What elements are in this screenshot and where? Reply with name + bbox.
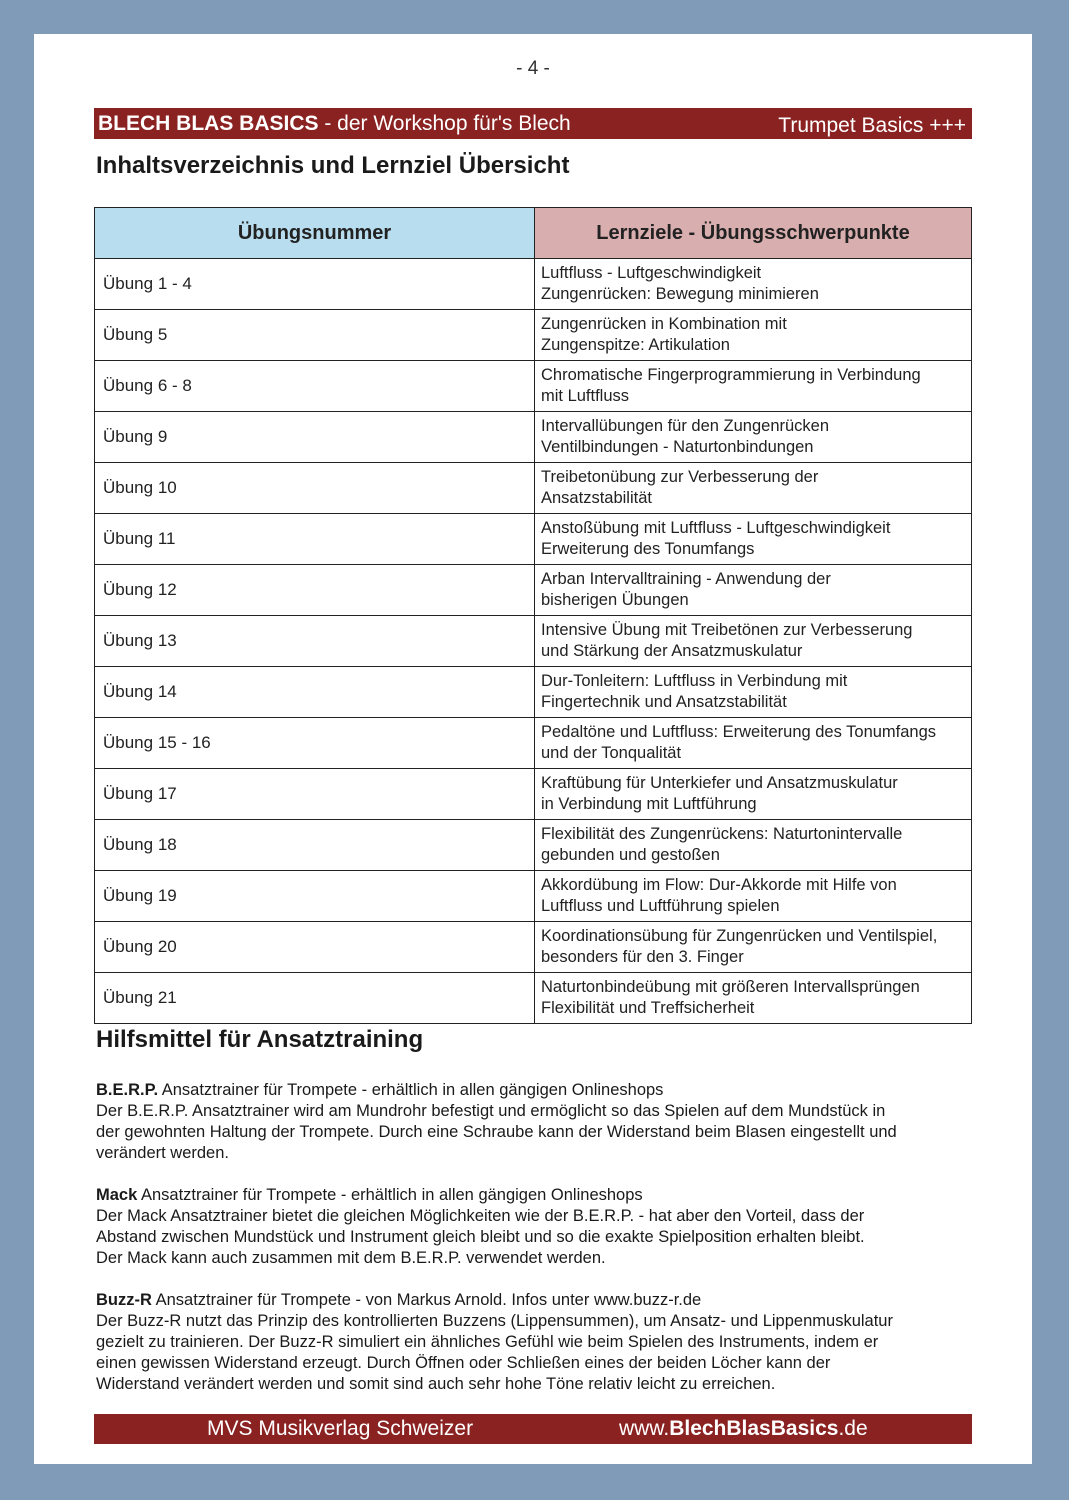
exercise-number: Übung 12 [95,565,535,616]
exercise-number: Übung 13 [95,616,535,667]
learning-goal [535,463,972,514]
table-row [95,820,972,871]
goal-line: Ventilbindungen - Naturtonbindungen [541,438,814,456]
page-number: - 4 - [516,58,550,79]
goal-line: Treibetonübung zur Verbesserung der [541,468,819,486]
goal-line: Zungenrücken in Kombination mit [541,315,787,333]
goal-line: gebunden und gestoßen [541,846,720,864]
goal-line: Zungenrücken: Bewegung minimieren [541,285,819,303]
aid-intro: Ansatztrainer für Trompete - von Markus Arnold. Infos unter www.buzz-r.de [151,1291,702,1309]
document-page [34,34,1032,1464]
aid-text-line: der gewohnten Haltung der Trompete. Durch eine Schraube kann der Widerstand beim Blasen eingestellt und [96,1123,897,1141]
table-row [95,514,972,565]
header-title [98,112,571,136]
aid-name: Buzz-R [96,1291,152,1309]
learning-goal [535,973,972,1024]
col-header-number: Übungsnummer [95,208,535,259]
table-row [95,412,972,463]
learning-goal [535,412,972,463]
table-row [95,463,972,514]
exercise-number: Übung 5 [95,310,535,361]
aid-text-line: einen gewissen Widerstand erzeugt. Durch Öffnen oder Schließen eines der beiden Löcher kann der [96,1354,831,1372]
goal-line: Erweiterung des Tonumfangs [541,540,755,558]
aid-text-line: Der Buzz-R nutzt das Prinzip des kontrollierten Buzzens (Lippensummen), um Ansatz- und Lippenmuskulatur [96,1312,893,1330]
aid-heading [96,1290,974,1311]
goal-line: bisherigen Übungen [541,591,689,609]
exercise-number: Übung 1 - 4 [95,259,535,310]
goal-line: Arban Intervalltraining - Anwendung der [541,570,831,588]
goal-line: Naturtonbindeübung mit größeren Intervallsprüngen [541,978,920,996]
footer-url-suffix: .de [838,1417,868,1440]
goal-line: Chromatische Fingerprogrammierung in Verbindung [541,366,921,384]
aid-text-line: Widerstand verändert werden und somit sind auch sehr hohe Töne relativ leicht zu erreichen. [96,1375,776,1393]
table-row [95,769,972,820]
table-row [95,973,972,1024]
learning-goal [535,922,972,973]
goal-line: Pedaltöne und Luftfluss: Erweiterung des Tonumfangs [541,723,937,741]
table-row [95,310,972,361]
exercise-number: Übung 10 [95,463,535,514]
table-row [95,871,972,922]
goal-line: Flexibilität des Zungenrückens: Naturtonintervalle [541,825,903,843]
header-brand: BLECH BLAS BASICS [98,111,319,135]
aid-text-line: Der Mack Ansatztrainer bietet die gleichen Möglichkeiten wie der B.E.R.P. - hat aber den Vorteil, dass der [96,1207,865,1225]
col-header-goals: Lernziele - Übungsschwerpunkte [535,208,972,259]
goal-line: Luftfluss - Luftgeschwindigkeit [541,264,762,282]
aid-text-line: verändert werden. [96,1144,229,1162]
goal-line: Ansatzstabilität [541,489,652,507]
aid-heading [96,1080,974,1101]
exercise-number: Übung 17 [95,769,535,820]
footer-url [619,1417,868,1441]
goal-line: in Verbindung mit Luftführung [541,795,757,813]
goal-line: Luftfluss und Luftführung spielen [541,897,780,915]
aids-section [96,1080,974,1416]
exercise-number: Übung 15 - 16 [95,718,535,769]
goal-line: mit Luftfluss [541,387,630,405]
aid-entry [96,1290,974,1395]
table-row [95,616,972,667]
goal-line: besonders für den 3. Finger [541,948,744,966]
goal-line: Dur-Tonleitern: Luftfluss in Verbindung mit [541,672,848,690]
aid-text-line: Der B.E.R.P. Ansatztrainer wird am Mundrohr befestigt und ermöglicht so das Spielen auf dem Mundstück in [96,1102,886,1120]
exercise-number: Übung 9 [95,412,535,463]
exercise-number: Übung 11 [95,514,535,565]
aid-text-line: Der Mack kann auch zusammen mit dem B.E.R.P. verwendet werden. [96,1249,606,1267]
learning-goal [535,871,972,922]
footer-banner [94,1414,972,1444]
exercise-number: Übung 20 [95,922,535,973]
footer-url-brand: BlechBlasBasics [669,1417,839,1440]
table-row [95,718,972,769]
aid-entry [96,1185,974,1269]
goal-line: Fingertechnik und Ansatzstabilität [541,693,787,711]
learning-goal [535,514,972,565]
goal-line: Intervallübungen für den Zungenrücken [541,417,830,435]
footer-url-prefix: www. [619,1417,670,1440]
aid-entry [96,1080,974,1164]
table-row [95,922,972,973]
aid-heading [96,1185,974,1206]
table-row [95,259,972,310]
goal-line: Zungenspitze: Artikulation [541,336,730,354]
aid-intro: Ansatztrainer für Trompete - erhältlich in allen gängigen Onlineshops [158,1081,664,1099]
table-row [95,565,972,616]
learning-goal [535,667,972,718]
learning-goal [535,616,972,667]
learning-goal [535,820,972,871]
learning-goal [535,259,972,310]
learning-goal [535,718,972,769]
learning-goal [535,769,972,820]
toc-table [94,207,972,1024]
aids-title: Hilfsmittel für Ansatztraining [96,1026,424,1053]
exercise-number: Übung 19 [95,871,535,922]
exercise-number: Übung 6 - 8 [95,361,535,412]
goal-line: Anstoßübung mit Luftfluss - Luftgeschwindigkeit [541,519,891,537]
table-row [95,667,972,718]
exercise-number: Übung 21 [95,973,535,1024]
toc-title: Inhaltsverzeichnis und Lernziel Übersicht [96,152,570,179]
learning-goal [535,565,972,616]
header-subtitle: - der Workshop für's Blech [318,111,571,135]
header-series: Trumpet Basics +++ [778,113,966,137]
footer-publisher: MVS Musikverlag Schweizer [207,1417,474,1440]
goal-line: Intensive Übung mit Treibetönen zur Verbesserung [541,621,913,639]
goal-line: und der Tonqualität [541,744,682,762]
goal-line: Kraftübung für Unterkiefer und Ansatzmuskulatur [541,774,898,792]
goal-line: und Stärkung der Ansatzmuskulatur [541,642,803,660]
exercise-number: Übung 18 [95,820,535,871]
learning-goal [535,310,972,361]
header-banner [94,108,972,139]
goal-line: Flexibilität und Treffsicherheit [541,999,755,1017]
table-row [95,361,972,412]
goal-line: Koordinationsübung für Zungenrücken und Ventilspiel, [541,927,938,945]
toc-header-row [95,208,972,259]
aid-intro: Ansatztrainer für Trompete - erhältlich in allen gängigen Onlineshops [137,1186,643,1204]
aid-text-line: gezielt zu trainieren. Der Buzz-R simuliert ein ähnliches Gefühl wie beim Spielen des Instruments, indem er [96,1333,879,1351]
exercise-number: Übung 14 [95,667,535,718]
learning-goal [535,361,972,412]
aid-text-line: Abstand zwischen Mundstück und Instrument gleich bleibt und so die exakte Spielposition erhalten bleibt. [96,1228,865,1246]
aid-name: Mack [96,1186,138,1204]
goal-line: Akkordübung im Flow: Dur-Akkorde mit Hilfe von [541,876,897,894]
aid-name: B.E.R.P. [96,1081,159,1099]
